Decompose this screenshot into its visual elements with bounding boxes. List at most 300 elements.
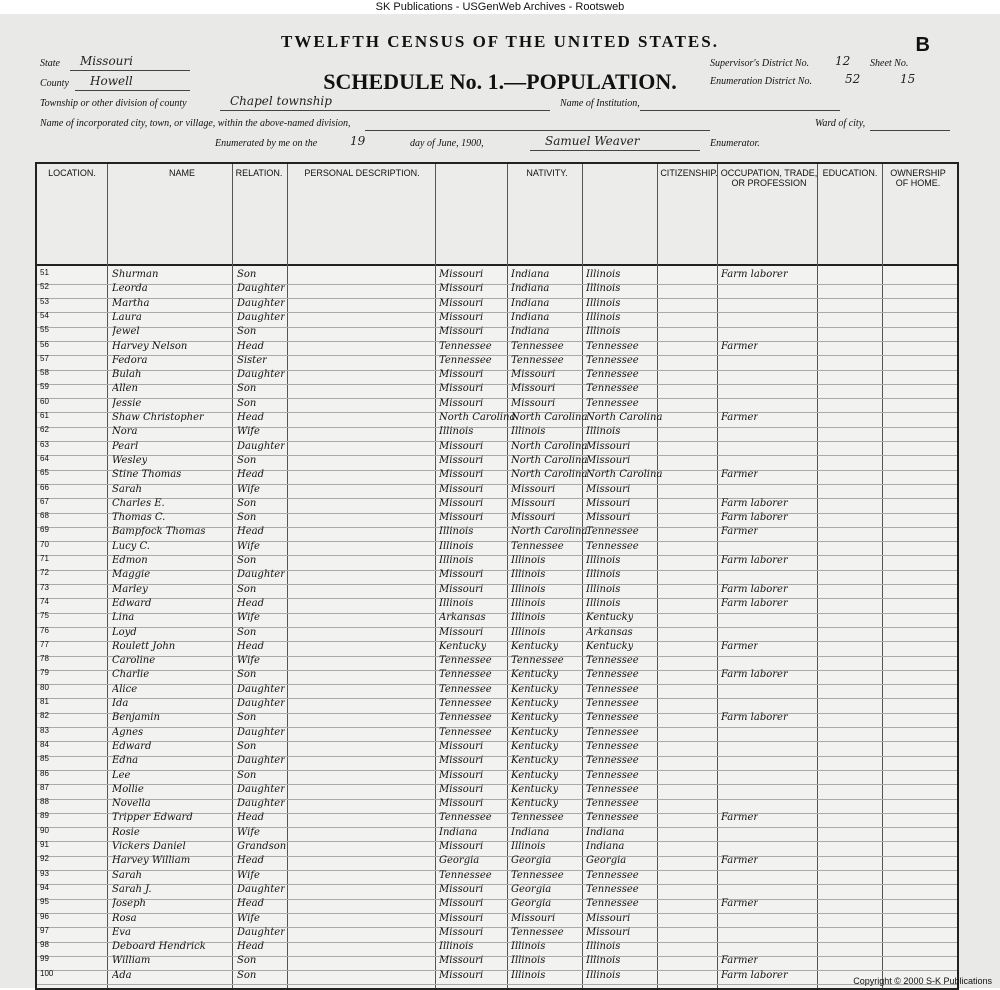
line-number: 60 — [40, 396, 49, 406]
table-header — [37, 164, 957, 266]
birthplace: Missouri — [439, 483, 484, 495]
mother-birthplace: Tennessee — [586, 655, 639, 667]
schedule-title: SCHEDULE No. 1.—POPULATION. — [323, 69, 677, 94]
line-number: 100 — [40, 968, 54, 978]
birthplace: Missouri — [439, 583, 484, 595]
line-number: 70 — [40, 539, 49, 549]
birthplace: Missouri — [439, 969, 484, 981]
father-birthplace: Kentucky — [511, 755, 559, 767]
mother-birthplace: Indiana — [586, 826, 625, 838]
relation: Son — [237, 740, 257, 752]
birthplace: Missouri — [439, 626, 484, 638]
relation: Head — [237, 526, 265, 538]
occupation: Farm laborer — [721, 712, 788, 724]
father-birthplace: North Carolina — [511, 526, 588, 538]
father-birthplace: Illinois — [511, 583, 546, 595]
line-number: 86 — [40, 768, 49, 778]
header-relation: RELATION. — [235, 168, 283, 178]
birthplace: Missouri — [439, 955, 484, 967]
relation: Daughter — [237, 311, 285, 323]
mother-birthplace: Missouri — [586, 497, 631, 509]
birthplace: Missouri — [439, 440, 484, 452]
father-birthplace: Missouri — [511, 512, 556, 524]
census-title: TWELFTH CENSUS OF THE UNITED STATES. — [281, 32, 719, 51]
father-birthplace: Kentucky — [511, 683, 559, 695]
person-name: Joseph — [112, 898, 146, 910]
birthplace: Tennessee — [439, 655, 492, 667]
occupation: Farm laborer — [721, 555, 788, 566]
person-name: Jessie — [112, 397, 142, 409]
mother-birthplace: Illinois — [586, 326, 621, 338]
birthplace: Tennessee — [439, 869, 492, 881]
line-number: 59 — [40, 382, 49, 392]
city-label: Name of incorporated city, town, or village, within the above-named division, — [40, 118, 351, 129]
person-name: Nora — [112, 426, 138, 438]
father-birthplace: Illinois — [511, 941, 546, 953]
occupation: Farmer — [721, 340, 759, 352]
person-name: Sarah J. — [112, 883, 152, 895]
person-name: Laura — [112, 311, 142, 323]
person-name: Pearl — [112, 440, 139, 452]
father-birthplace: Illinois — [511, 841, 546, 852]
relation: Wife — [237, 826, 260, 838]
birthplace: Missouri — [439, 469, 484, 481]
father-birthplace: Indiana — [511, 826, 550, 838]
line-number: 94 — [40, 882, 49, 892]
person-name: Ada — [112, 969, 132, 981]
mother-birthplace: Missouri — [586, 454, 631, 466]
sheet-letter: B — [915, 34, 930, 56]
mother-birthplace: Tennessee — [586, 769, 639, 781]
birthplace: Tennessee — [439, 712, 492, 724]
relation: Wife — [237, 540, 260, 552]
mother-birthplace: North Carolina — [586, 469, 663, 481]
birthplace: Illinois — [439, 426, 474, 438]
mother-birthplace: Tennessee — [586, 783, 639, 795]
relation: Daughter — [237, 755, 285, 767]
mother-birthplace: Indiana — [586, 841, 625, 852]
line-number: 72 — [40, 568, 49, 578]
birthplace: Missouri — [439, 497, 484, 509]
birthplace: Kentucky — [439, 640, 487, 652]
enumeration-value: 52 — [845, 72, 861, 86]
mother-birthplace: Tennessee — [586, 340, 639, 352]
sheet-value: 15 — [900, 72, 916, 86]
line-number: 61 — [40, 411, 49, 420]
occupation: Farmer — [721, 640, 759, 652]
relation: Daughter — [237, 883, 285, 895]
birthplace: Missouri — [439, 397, 484, 409]
line-number: 66 — [40, 482, 49, 492]
line-number: 97 — [40, 925, 49, 935]
line-number: 90 — [40, 825, 49, 835]
relation: Head — [237, 412, 265, 423]
father-birthplace: Illinois — [511, 955, 546, 967]
birthplace: Illinois — [439, 555, 474, 566]
census-sheet — [0, 14, 1000, 988]
person-name: Jewel — [112, 326, 140, 338]
relation: Son — [237, 969, 257, 981]
birthplace: Missouri — [439, 512, 484, 524]
line-number: 53 — [40, 296, 49, 306]
mother-birthplace: Tennessee — [586, 898, 639, 910]
relation: Son — [237, 326, 257, 338]
line-number: 62 — [40, 425, 49, 435]
mother-birthplace: Tennessee — [586, 740, 639, 752]
person-name: Charlie — [112, 669, 150, 681]
line-number: 93 — [40, 868, 49, 878]
birthplace: Missouri — [439, 297, 484, 309]
person-name: Roulett John — [112, 640, 176, 652]
person-name: Vickers Daniel — [112, 841, 186, 852]
father-birthplace: North Carolina — [511, 440, 588, 452]
occupation: Farm laborer — [721, 583, 788, 595]
line-number: 76 — [40, 625, 49, 635]
mother-birthplace: Tennessee — [586, 369, 639, 381]
line-number: 89 — [40, 811, 49, 821]
mother-birthplace: Tennessee — [586, 712, 639, 724]
relation: Son — [237, 269, 257, 280]
birthplace: Tennessee — [439, 340, 492, 352]
relation: Head — [237, 340, 265, 352]
father-birthplace: Kentucky — [511, 669, 559, 681]
father-birthplace: Missouri — [511, 397, 556, 409]
relation: Son — [237, 712, 257, 724]
occupation: Farmer — [721, 855, 759, 867]
birthplace: Tennessee — [439, 669, 492, 681]
mother-birthplace: Arkansas — [586, 626, 633, 638]
person-name: Caroline — [112, 655, 156, 667]
header-education: EDUCATION. — [822, 168, 878, 178]
father-birthplace: Illinois — [511, 555, 546, 566]
relation: Head — [237, 640, 265, 652]
mother-birthplace: Tennessee — [586, 798, 639, 810]
header-personal: PERSONAL DESCRIPTION. — [304, 168, 420, 178]
line-number: 52 — [40, 282, 49, 292]
line-number: 74 — [40, 596, 49, 606]
line-number: 51 — [40, 268, 49, 277]
occupation: Farm laborer — [721, 497, 788, 509]
birthplace: Georgia — [439, 855, 480, 867]
birthplace: North Carolina — [439, 412, 516, 423]
state-value: Missouri — [80, 54, 133, 68]
mother-birthplace: Georgia — [586, 855, 627, 867]
birthplace: Missouri — [439, 912, 484, 924]
township-value: Chapel township — [230, 94, 332, 108]
relation: Daughter — [237, 369, 285, 381]
person-name: Lucy C. — [112, 540, 150, 552]
header-citizenship: CITIZENSHIP. — [660, 168, 718, 178]
mother-birthplace: Illinois — [586, 969, 621, 981]
birthplace: Missouri — [439, 740, 484, 752]
relation: Head — [237, 597, 265, 609]
line-number: 81 — [40, 697, 49, 706]
father-birthplace: Kentucky — [511, 712, 559, 724]
birthplace: Illinois — [439, 526, 474, 538]
birthplace: Illinois — [439, 597, 474, 609]
birthplace: Missouri — [439, 841, 484, 852]
line-number: 56 — [40, 339, 49, 349]
birthplace: Arkansas — [439, 612, 486, 624]
birthplace: Missouri — [439, 383, 484, 395]
father-birthplace: Georgia — [511, 898, 552, 910]
day-of-label: day of June, 1900, — [410, 138, 484, 149]
line-number: 64 — [40, 453, 49, 463]
person-name: Martha — [112, 297, 150, 309]
header-nativity: NATIVITY. — [526, 168, 568, 178]
occupation: Farmer — [721, 412, 759, 423]
birthplace: Illinois — [439, 941, 474, 953]
person-name: Ida — [112, 698, 129, 709]
line-number: 58 — [40, 368, 49, 378]
father-birthplace: Kentucky — [511, 726, 559, 738]
father-birthplace: Tennessee — [511, 354, 564, 366]
person-name: Rosie — [112, 826, 140, 838]
line-number: 87 — [40, 782, 49, 792]
supervisor-value: 12 — [835, 54, 851, 68]
person-name: Deboard Hendrick — [112, 941, 206, 953]
mother-birthplace: Tennessee — [586, 869, 639, 881]
line-number: 55 — [40, 325, 49, 335]
line-number: 99 — [40, 954, 49, 964]
occupation: Farmer — [721, 526, 759, 538]
relation: Son — [237, 626, 257, 638]
line-number: 96 — [40, 911, 49, 921]
line-number: 85 — [40, 754, 49, 764]
person-name: Leorda — [112, 283, 148, 295]
line-number: 98 — [40, 940, 49, 950]
relation: Daughter — [237, 698, 285, 709]
line-number: 68 — [40, 511, 49, 521]
occupation: Farm laborer — [721, 669, 788, 681]
line-number: 71 — [40, 554, 49, 563]
father-birthplace: Indiana — [511, 326, 550, 338]
father-birthplace: Tennessee — [511, 340, 564, 352]
line-number: 91 — [40, 840, 49, 849]
mother-birthplace: Missouri — [586, 483, 631, 495]
census-table — [35, 162, 959, 990]
birthplace: Missouri — [439, 311, 484, 323]
mother-birthplace: Illinois — [586, 426, 621, 438]
relation: Daughter — [237, 798, 285, 810]
relation: Son — [237, 583, 257, 595]
banner-text: SK Publications - USGenWeb Archives - Rootsweb — [0, 0, 1000, 14]
birthplace: Indiana — [439, 826, 478, 838]
relation: Head — [237, 469, 265, 481]
mother-birthplace: Missouri — [586, 926, 631, 938]
line-number: 95 — [40, 897, 49, 907]
person-name: Loyd — [112, 626, 137, 638]
person-name: Harvey Nelson — [112, 340, 188, 352]
person-name: Bulah — [112, 369, 142, 381]
relation: Daughter — [237, 569, 285, 581]
father-birthplace: Indiana — [511, 269, 550, 280]
person-name: Eva — [112, 926, 131, 938]
relation: Daughter — [237, 926, 285, 938]
line-number: 65 — [40, 468, 49, 478]
mother-birthplace: Tennessee — [586, 354, 639, 366]
township-label: Township or other division of county — [40, 98, 187, 109]
relation: Daughter — [237, 283, 285, 295]
person-name: Edward — [112, 740, 152, 752]
person-name: Maggie — [112, 569, 151, 581]
relation: Head — [237, 812, 265, 824]
father-birthplace: Tennessee — [511, 869, 564, 881]
father-birthplace: Indiana — [511, 311, 550, 323]
line-number: 84 — [40, 739, 49, 749]
father-birthplace: Illinois — [511, 612, 546, 624]
line-number: 69 — [40, 525, 49, 535]
relation: Wife — [237, 655, 260, 667]
father-birthplace: Tennessee — [511, 655, 564, 667]
relation: Son — [237, 955, 257, 967]
father-birthplace: Georgia — [511, 855, 552, 867]
line-number: 73 — [40, 582, 49, 592]
birthplace: Missouri — [439, 369, 484, 381]
father-birthplace: Kentucky — [511, 640, 559, 652]
father-birthplace: Illinois — [511, 426, 546, 438]
line-number: 88 — [40, 797, 49, 807]
birthplace: Missouri — [439, 783, 484, 795]
father-birthplace: Illinois — [511, 569, 546, 581]
person-name: Shaw Christopher — [112, 412, 204, 423]
birthplace: Missouri — [439, 454, 484, 466]
occupation: Farmer — [721, 898, 759, 910]
person-name: Sarah — [112, 483, 142, 495]
mother-birthplace: Illinois — [586, 569, 621, 581]
relation: Son — [237, 769, 257, 781]
birthplace: Missouri — [439, 926, 484, 938]
relation: Daughter — [237, 726, 285, 738]
mother-birthplace: Tennessee — [586, 883, 639, 895]
relation: Head — [237, 855, 265, 867]
relation: Head — [237, 898, 265, 910]
person-name: Benjamin — [112, 712, 160, 724]
line-number: 83 — [40, 725, 49, 735]
birthplace: Tennessee — [439, 354, 492, 366]
relation: Wife — [237, 612, 260, 624]
person-name: Sarah — [112, 869, 142, 881]
mother-birthplace: Illinois — [586, 941, 621, 953]
relation: Daughter — [237, 683, 285, 695]
mother-birthplace: Illinois — [586, 311, 621, 323]
father-birthplace: North Carolina — [511, 469, 588, 481]
enumeration-label: Enumeration District No. — [710, 76, 812, 87]
relation: Son — [237, 383, 257, 395]
person-name: Wesley — [112, 454, 148, 466]
relation: Daughter — [237, 440, 285, 452]
birthplace: Missouri — [439, 769, 484, 781]
mother-birthplace: Illinois — [586, 597, 621, 609]
line-number: 92 — [40, 854, 49, 864]
birthplace: Illinois — [439, 540, 474, 552]
relation: Son — [237, 397, 257, 409]
father-birthplace: Tennessee — [511, 812, 564, 824]
father-birthplace: Tennessee — [511, 926, 564, 938]
relation: Daughter — [237, 783, 285, 795]
father-birthplace: Kentucky — [511, 798, 559, 810]
birthplace: Missouri — [439, 569, 484, 581]
occupation: Farm laborer — [721, 269, 788, 280]
mother-birthplace: Tennessee — [586, 669, 639, 681]
person-name: Thomas C. — [112, 512, 166, 524]
birthplace: Missouri — [439, 755, 484, 767]
father-birthplace: North Carolina — [511, 454, 588, 466]
relation: Wife — [237, 483, 260, 495]
person-name: Allen — [112, 383, 138, 395]
line-number: 78 — [40, 654, 49, 664]
mother-birthplace: Illinois — [586, 583, 621, 595]
occupation: Farmer — [721, 812, 759, 824]
relation: Head — [237, 941, 265, 953]
line-number: 75 — [40, 611, 49, 621]
occupation: Farm laborer — [721, 969, 788, 981]
mother-birthplace: Tennessee — [586, 755, 639, 767]
father-birthplace: Illinois — [511, 969, 546, 981]
relation: Son — [237, 555, 257, 566]
father-birthplace: Kentucky — [511, 740, 559, 752]
person-name: Bampfock Thomas — [112, 526, 206, 538]
line-number: 79 — [40, 668, 49, 678]
person-name: Charles E. — [112, 497, 165, 509]
birthplace: Missouri — [439, 883, 484, 895]
person-name: Shurman — [112, 269, 159, 280]
relation: Wife — [237, 426, 260, 438]
person-name: Edna — [112, 755, 139, 767]
birthplace: Missouri — [439, 269, 484, 280]
father-birthplace: Missouri — [511, 497, 556, 509]
occupation: Farmer — [721, 469, 759, 481]
line-number: 77 — [40, 639, 49, 649]
line-number: 80 — [40, 682, 49, 692]
mother-birthplace: Illinois — [586, 269, 621, 280]
father-birthplace: Missouri — [511, 383, 556, 395]
county-value: Howell — [90, 74, 133, 88]
person-name: Edmon — [112, 555, 148, 566]
person-name: Marley — [112, 583, 148, 595]
person-name: Harvey William — [112, 855, 191, 867]
father-birthplace: Missouri — [511, 369, 556, 381]
mother-birthplace: Illinois — [586, 955, 621, 967]
occupation: Farmer — [721, 955, 759, 967]
father-birthplace: Illinois — [511, 626, 546, 638]
mother-birthplace: Tennessee — [586, 383, 639, 395]
mother-birthplace: Kentucky — [586, 612, 634, 624]
mother-birthplace: Tennessee — [586, 812, 639, 824]
mother-birthplace: Missouri — [586, 912, 631, 924]
mother-birthplace: Illinois — [586, 555, 621, 566]
header-occupation: OCCUPATION, TRADE, OR PROFESSION — [720, 168, 818, 188]
person-name: Stine Thomas — [112, 469, 182, 481]
person-name: William — [112, 955, 151, 967]
father-birthplace: Indiana — [511, 283, 550, 295]
person-name: Alice — [112, 683, 138, 695]
birthplace: Tennessee — [439, 812, 492, 824]
mother-birthplace: Tennessee — [586, 726, 639, 738]
mother-birthplace: Tennessee — [586, 397, 639, 409]
father-birthplace: Kentucky — [511, 783, 559, 795]
mother-birthplace: Tennessee — [586, 526, 639, 538]
occupation: Farm laborer — [721, 597, 788, 609]
line-number: 57 — [40, 353, 49, 363]
birthplace: Tennessee — [439, 698, 492, 709]
relation: Son — [237, 512, 257, 524]
relation: Sister — [237, 354, 267, 366]
birthplace: Missouri — [439, 798, 484, 810]
person-name: Novella — [112, 798, 151, 810]
mother-birthplace: Kentucky — [586, 640, 634, 652]
father-birthplace: Kentucky — [511, 769, 559, 781]
